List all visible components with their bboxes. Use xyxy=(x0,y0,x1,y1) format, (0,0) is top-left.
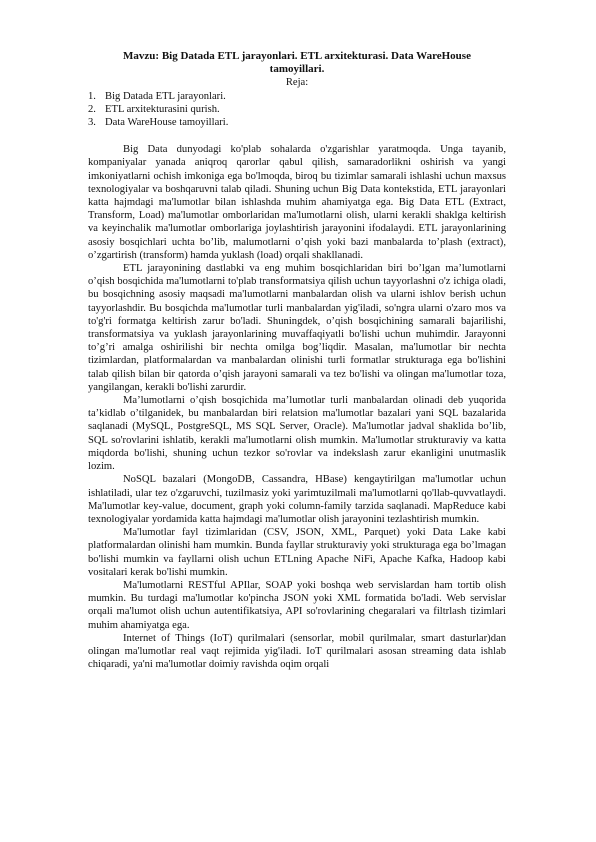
paragraph: Big Data dunyodagi ko'plab sohalarda o'zgarishlar yaratmoqda. Unga tayanib, kompaniyalar yanada aniqroq qarorlar qabul qilish, samaradorlikni oshirish va yangi imkoniyatlarni ochish imkoniga ega bo'lmoqda, biroq bu tizimlar samarali ishlashi uchun maxsus texnologiyalar va boshqaruvni talab qiladi. Shuning uchun Big Data kontekstida, ETL jarayonlari katta hajmdagi ma'lumotlar bilan ishlashda muhim ahamiyatga ega. Big Data ETL (Extract, Transform, Load) ma'lumotlar omborlaridan ma'lumotlarni olish, ularni kerakli shaklga keltirish va keyinchalik ma'lumotlar omborlariga joylashtirish jarayonini ifodalaydi. ETL jarayonlarining asosiy bosqichlari uchta bo’lib, malumotlarni o’qish yoki bazi manbalarda to’plash (extract), o’zgartirish (transform) hamda yuklash (load) orqali shakllanadi. xyxy=(88,144,506,261)
list-item-number: 1. xyxy=(88,90,96,102)
paragraph: NoSQL bazalari (MongoDB, Cassandra, HBase) kengaytirilgan ma'lumotlar uchun ishlatiladi, ular tez o'zgaruvchi, tuzilmasiz yoki yarimtuzilmali ma'lumotlarni qo'llab-quvvatlaydi. Ma'lumotlar key-value, document, graph yoki column-family tarzida saqlanadi. MapReduce kabi texnologiyalar yordamida katta hajmdagi ma'lumotlar olish jarayonini tezlashtirish mumkin. xyxy=(88,474,506,525)
paragraph: Ma’lumotlarni o’qish bosqichida ma’lumotlar turli manbalardan olinadi deb yuqorida ta’kidlab o’tilganidek, bu manbalardan biri relatsion ma'lumotlar bazalari yani SQL bazalarida saqlanadi (MySQL, PostgreSQL, MS SQL Server, Oracle). Ma'lumotlar jadval shaklida bo’lib, SQL so'rovlarini ishlatib, kerakli ma'lumotlarni olish mumkin. Ma'lumotlar strukturaviy va katta miqdorda bo'lishi, shuning uchun tezkor so'rovlar va indekslash zarur ekanligini unutmaslik lozim. xyxy=(88,395,506,473)
list-item xyxy=(88,103,506,116)
list-item-text: ETL arxitekturasini qurish. xyxy=(105,103,220,115)
list-item xyxy=(88,116,506,129)
paragraph: ETL jarayonining dastlabki va eng muhim bosqichlaridan biri bo’lgan ma’lumotlarni o’qish bosqichida ma'lumotlarni to'plab transformatsiya qilish uchun tayyorlashni o'z ichiga oladi, bu bosqichning asosiy maqsadi ma'lumotlarni manbalardan olish va ularni ishlov berish uchun tayyorlashdir. Bu bosqichda ma'lumotlar turli manbalardan yig'iladi, so'ngra ularni o'zaro mos va to'g'ri formatga keltirish zarur bo'ladi. Shuningdek, o’qish bosqichining samarali bajarilishi, transformatsiya va yuklash jarayonlarining muvaffaqiyatli bo'lishi uchun muhimdir. Jarayonni to’g’ri amalga oshirilishi bir nechta omilga bog’liqdir. Masalan, ma'lumotlar bir nechta tizimlardan, platformalardan va manbalardan olinishi turli formatlar strukturaga ega bo'lishini talab qilish bilan bir qatorda o’qish jarayoni samarali va tez bo'lishi va olingan ma'lumotlar toza, yangilangan, kerakli bo'lishi zarurdir. xyxy=(88,263,506,393)
plan-heading: Reja: xyxy=(285,77,309,89)
paragraph: Internet of Things (IoT) qurilmalari (sensorlar, mobil qurilmalar, smart dasturlar)dan olingan ma'lumotlar real vaqt rejimida yig'iladi. IoT qurilmalari asosan streaming data ishlab chiqaradi, ya'ni ma'lumotlar doimiy ravishda oqim orqali xyxy=(88,632,506,671)
paragraph: Ma'lumotlarni RESTful APIlar, SOAP yoki boshqa web servislardan ham tortib olish mumkin. Bu turdagi ma'lumotlar ko'pincha JSON yoki XML formatida bo'ladi. Web servislar orqali ma'lumot olish uchun autentifikatsiya, API so'rovlarining chegaralari va filtrlash tizimlari muhim ahamiyatga ega. xyxy=(88,579,506,631)
spacer xyxy=(88,129,506,143)
paragraph: Ma'lumotlar fayl tizimlaridan (CSV, JSON, XML, Parquet) yoki Data Lake kabi platformalardan olinishi ham mumkin. Bunda fayllar strukturaviy yoki strukturaga ega bo’lmagan bo'lishi mumkin va fayllarni olish uchun ETLning Apache NiFi, Apache Kafka, Hadoop kabi vositalari kerak bo'lishi mumkin. xyxy=(88,527,506,578)
list-item xyxy=(88,90,506,103)
list-item-number: 3. xyxy=(88,117,96,129)
plan-list xyxy=(88,90,506,130)
list-item-number: 2. xyxy=(88,103,96,115)
list-item-text: Data WareHouse tamoyillari. xyxy=(105,117,229,129)
list-item-text: Big Datada ETL jarayonlari. xyxy=(105,90,226,102)
document-title: Mavzu: Big Datada ETL jarayonlari. ETL arxitekturasi. Data WareHouse tamoyillari. xyxy=(123,50,471,76)
